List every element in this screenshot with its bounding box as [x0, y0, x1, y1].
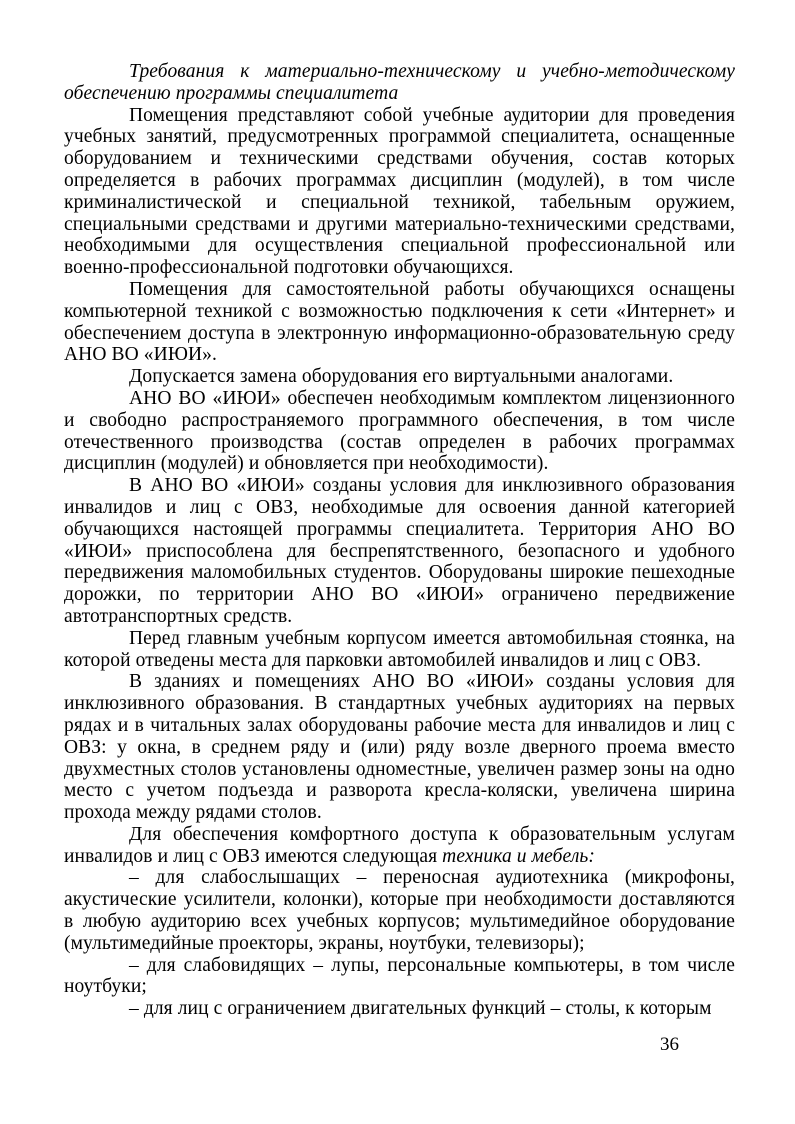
paragraph: В зданиях и помещениях АНО ВО «ИЮИ» созданы условия для инклюзивного образования. В стандартных учебных аудиториях на первых рядах и в читальных залах оборудованы рабочие места для инвалидов и лиц с ОВЗ: у окна, в среднем ряду и (или) ряду возле дверного проема вместо двухместных столов установлены одноместные, увеличен размер зоны на одно место с учетом подъезда и разворота кресла-коляски, увеличена ширина прохода между рядами столов. — [64, 671, 735, 824]
paragraph: Помещения представляют собой учебные аудитории для проведения учебных занятий, предусмотренных программой специалитета, оснащенные оборудованием и техническими средствами обучения, состав которых определяется в рабочих программах дисциплин (модулей), в том числе криминалистической и специальной техникой, табельным оружием, специальными средствами и другими материально-техническими средствами, необходимыми для осуществления специальной профессиональной или военно-профессиональной подготовки обучающихся. — [64, 104, 735, 279]
paragraph: Допускается замена оборудования его виртуальными аналогами. — [129, 366, 674, 388]
list-item-paragraph: – для слабослышащих – переносная аудиотехника (микрофоны, акустические усилители, колонки), которые при необходимости доставляются в любую аудиторию всех учебных корпусов; мультимедийное оборудование (мультимедийные проекторы, экраны, ноутбуки, телевизоры); — [64, 867, 735, 954]
paragraph — [64, 824, 735, 868]
list-item-paragraph: – для слабовидящих – лупы, персональные компьютеры, в том числе ноутбуки; — [64, 954, 735, 998]
document-body — [64, 61, 735, 1020]
section-heading: Требования к материально-техническому и учебно-методическому обеспечению программы специалитета — [64, 61, 735, 104]
page-number: 36 — [660, 1034, 679, 1055]
list-item-paragraph: – для лиц с ограничением двигательных функций – столы, к которым — [129, 998, 712, 1020]
paragraph-text: Для обеспечения комфортного доступа к образовательным услугам инвалидов и лиц с ОВЗ имеются следующая — [64, 823, 735, 867]
paragraph: Перед главным учебным корпусом имеется автомобильная стоянка, на которой отведены места для парковки автомобилей инвалидов и лиц с ОВЗ. — [64, 627, 735, 671]
paragraph-italic-phrase: техника и мебель: — [442, 845, 595, 867]
paragraph: АНО ВО «ИЮИ» обеспечен необходимым комплектом лицензионного и свободно распространяемого программного обеспечения, в том числе отечественного производства (состав определен в рабочих программах дисциплин (модулей) и обновляется при необходимости). — [64, 387, 735, 475]
paragraph: Помещения для самостоятельной работы обучающихся оснащены компьютерной техникой с возможностью подключения к сети «Интернет» и обеспечением доступа в электронную информационно-образовательную среду АНО ВО «ИЮИ». — [64, 278, 735, 366]
paragraph: В АНО ВО «ИЮИ» созданы условия для инклюзивного образования инвалидов и лиц с ОВЗ, необходимые для освоения данной категорией обучающихся настоящей программы специалитета. Территория АНО ВО «ИЮИ» приспособлена для беспрепятственного, безопасного и удобного передвижения маломобильных студентов. Оборудованы широкие пешеходные дорожки, по территории АНО ВО «ИЮИ» ограничено передвижение автотранспортных средств. — [64, 475, 735, 627]
